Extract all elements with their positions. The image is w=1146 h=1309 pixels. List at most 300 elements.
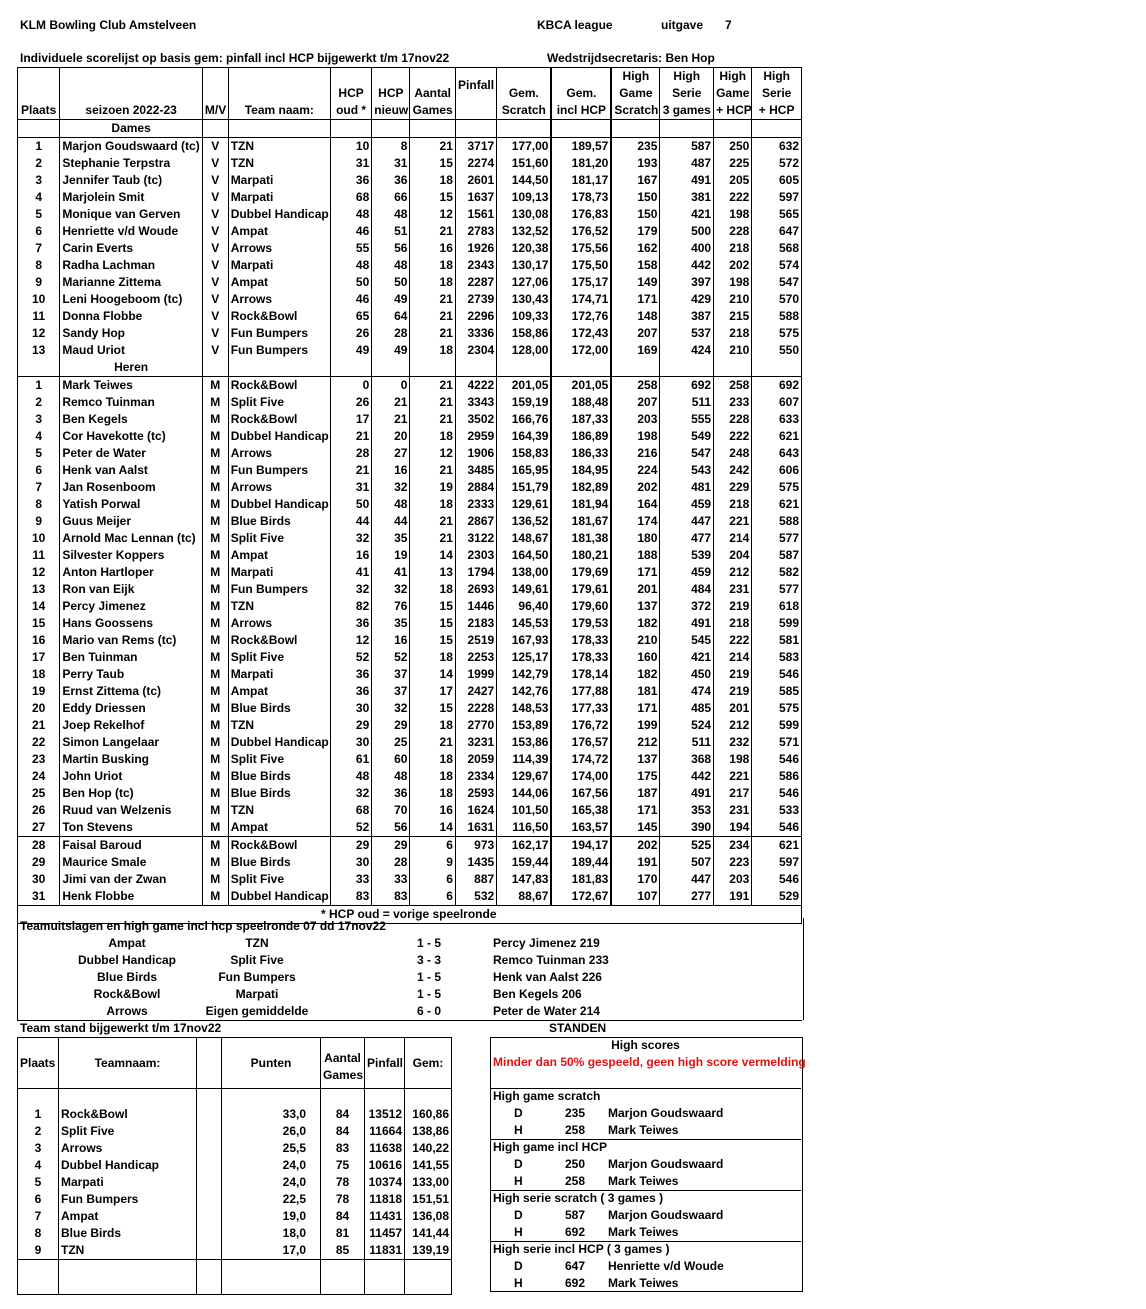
standings-col-gem: Gem: — [405, 1038, 452, 1089]
uitgave-number: 7 — [725, 18, 732, 32]
high-score-gender: H — [514, 1174, 523, 1188]
standing-cell: 85 — [321, 1242, 365, 1260]
standing-cell: 138,86 — [405, 1123, 452, 1140]
cell-hs-3: 481 — [660, 479, 714, 496]
cell-gem-hcp: 175,50 — [551, 257, 611, 274]
cell-hs-hcp: 599 — [752, 615, 802, 632]
cell-hg-scratch: 258 — [611, 377, 660, 395]
cell-gem-scratch: 88,67 — [497, 888, 552, 906]
cell-plaats: 8 — [18, 257, 60, 274]
cell-hg-hcp: 214 — [714, 649, 752, 666]
col-hs-3: High Serie 3 games — [660, 68, 714, 120]
cell-gem-scratch: 96,40 — [497, 598, 552, 615]
cell-pinfall: 2867 — [455, 513, 496, 530]
cell-hs-hcp: 568 — [752, 240, 802, 257]
standing-cell: Marpati — [59, 1174, 197, 1191]
cell-hg-hcp: 242 — [714, 462, 752, 479]
high-score-player: Mark Teiwes — [608, 1174, 679, 1188]
cell-plaats: 31 — [18, 888, 60, 906]
cell-pinfall: 2593 — [455, 785, 496, 802]
cell-hg-hcp: 229 — [714, 479, 752, 496]
cell-hs-3: 277 — [660, 888, 714, 906]
cell-mv: V — [202, 342, 228, 359]
cell-team: Split Five — [228, 751, 330, 768]
col-season: seizoen 2022-23 — [60, 68, 203, 120]
cell-hg-scratch: 199 — [611, 717, 660, 734]
cell-hg-scratch: 216 — [611, 445, 660, 462]
cell-pinfall: 1435 — [455, 854, 496, 871]
cell-pinfall: 2287 — [455, 274, 496, 291]
standing-cell: 141,55 — [405, 1157, 452, 1174]
cell-hs-3: 368 — [660, 751, 714, 768]
cell-team: Arrows — [228, 479, 330, 496]
high-score-gender: D — [514, 1259, 523, 1273]
cell-mv: M — [202, 819, 228, 837]
cell-hcp-nieuw: 48 — [372, 768, 410, 785]
cell-hcp-nieuw: 19 — [372, 547, 410, 564]
cell-mv: V — [202, 291, 228, 308]
cell-gem-hcp: 176,83 — [551, 206, 611, 223]
cell-hs-3: 539 — [660, 547, 714, 564]
cell-mv: V — [202, 189, 228, 206]
player-row — [18, 734, 802, 751]
cell-hcp-nieuw: 48 — [372, 206, 410, 223]
standing-cell: 11664 — [365, 1123, 405, 1140]
cell-hg-hcp: 198 — [714, 274, 752, 291]
cell-aantal: 21 — [410, 325, 455, 342]
cell-gem-scratch: 114,39 — [497, 751, 552, 768]
cell-name: John Uriot — [60, 768, 203, 785]
cell-team: Ampat — [228, 683, 330, 700]
cell-pinfall: 1906 — [455, 445, 496, 462]
cell-hcp-nieuw: 21 — [372, 411, 410, 428]
cell-pinfall: 2783 — [455, 223, 496, 240]
cell-hg-scratch: 235 — [611, 138, 660, 156]
result-home-team: Dubbel Handicap — [77, 953, 176, 967]
cell-hs-3: 511 — [660, 394, 714, 411]
cell-plaats: 11 — [18, 547, 60, 564]
cell-pinfall: 1446 — [455, 598, 496, 615]
cell-hs-3: 424 — [660, 342, 714, 359]
cell-hcp-nieuw: 37 — [372, 666, 410, 683]
high-score-player: Marjon Goudswaard — [608, 1157, 724, 1171]
cell-hs-3: 442 — [660, 768, 714, 785]
cell-aantal: 21 — [410, 291, 455, 308]
cell-name: Ron van Eijk — [60, 581, 203, 598]
high-score-score: 250 — [564, 1157, 586, 1171]
cell-gem-hcp: 181,83 — [551, 871, 611, 888]
cell-plaats: 17 — [18, 649, 60, 666]
cell-hcp-oud: 83 — [330, 888, 371, 906]
cell-hcp-oud: 33 — [330, 871, 371, 888]
player-row — [18, 888, 802, 906]
standing-cell: 25,5 — [222, 1140, 321, 1157]
standing-cell: Ampat — [59, 1208, 197, 1225]
high-score-player: Mark Teiwes — [608, 1123, 679, 1137]
cell-pinfall: 1631 — [455, 819, 496, 837]
player-row — [18, 257, 802, 274]
cell-hg-hcp: 221 — [714, 513, 752, 530]
cell-aantal: 18 — [410, 274, 455, 291]
high-scores-title: High scores — [611, 1038, 680, 1052]
standing-cell: 19,0 — [222, 1208, 321, 1225]
col-hcp-nieuw: HCP nieuw — [372, 68, 410, 120]
cell-hg-hcp: 232 — [714, 734, 752, 751]
cell-gem-scratch: 120,38 — [497, 240, 552, 257]
cell-hcp-nieuw: 32 — [372, 479, 410, 496]
cell-hg-scratch: 160 — [611, 649, 660, 666]
standing-cell: 1 — [18, 1106, 59, 1123]
cell-gem-scratch: 149,61 — [497, 581, 552, 598]
cell-name: Percy Jimenez — [60, 598, 203, 615]
cell-aantal: 18 — [410, 428, 455, 445]
standing-cell: 84 — [321, 1123, 365, 1140]
cell-gem-scratch: 158,86 — [497, 325, 552, 342]
cell-aantal: 21 — [410, 530, 455, 547]
cell-plaats: 8 — [18, 496, 60, 513]
cell-hs-hcp: 621 — [752, 428, 802, 445]
cell-gem-hcp: 174,71 — [551, 291, 611, 308]
cell-hs-3: 381 — [660, 189, 714, 206]
cell-hs-hcp: 575 — [752, 700, 802, 717]
cell-hcp-oud: 32 — [330, 581, 371, 598]
cell-gem-hcp: 201,05 — [551, 377, 611, 395]
cell-hcp-oud: 16 — [330, 547, 371, 564]
high-score-gender: H — [514, 1225, 523, 1239]
player-row — [18, 581, 802, 598]
cell-hs-hcp: 633 — [752, 411, 802, 428]
standing-cell: 133,00 — [405, 1174, 452, 1191]
cell-aantal: 15 — [410, 189, 455, 206]
standing-cell: 8 — [18, 1225, 59, 1242]
cell-hs-3: 491 — [660, 785, 714, 802]
standing-cell: 9 — [18, 1242, 59, 1260]
cell-plaats: 1 — [18, 377, 60, 395]
high-score-gender: H — [514, 1276, 523, 1290]
cell-gem-hcp: 178,33 — [551, 649, 611, 666]
cell-hcp-oud: 48 — [330, 206, 371, 223]
cell-gem-scratch: 132,52 — [497, 223, 552, 240]
cell-name: Leni Hoogeboom (tc) — [60, 291, 203, 308]
cell-hcp-nieuw: 32 — [372, 581, 410, 598]
player-row — [18, 155, 802, 172]
cell-gem-scratch: 164,39 — [497, 428, 552, 445]
cell-hs-hcp: 586 — [752, 768, 802, 785]
cell-hcp-oud: 30 — [330, 734, 371, 751]
result-home-team: Rock&Bowl — [93, 987, 161, 1001]
cell-aantal: 13 — [410, 564, 455, 581]
cell-plaats: 5 — [18, 445, 60, 462]
cell-hs-hcp: 621 — [752, 837, 802, 855]
cell-mv: V — [202, 257, 228, 274]
cell-plaats: 22 — [18, 734, 60, 751]
cell-pinfall: 973 — [455, 837, 496, 855]
cell-name: Henriette v/d Woude — [60, 223, 203, 240]
player-row — [18, 325, 802, 342]
cell-pinfall: 3336 — [455, 325, 496, 342]
cell-plaats: 1 — [18, 138, 60, 156]
cell-hcp-oud: 68 — [330, 189, 371, 206]
standing-cell: 78 — [321, 1174, 365, 1191]
cell-hcp-oud: 32 — [330, 530, 371, 547]
col-pinfall: Pinfall — [455, 68, 496, 120]
cell-aantal: 18 — [410, 768, 455, 785]
cell-hg-hcp: 194 — [714, 819, 752, 837]
standing-cell: 17,0 — [222, 1242, 321, 1260]
cell-gem-scratch: 153,86 — [497, 734, 552, 751]
cell-gem-hcp: 178,14 — [551, 666, 611, 683]
cell-gem-hcp: 186,89 — [551, 428, 611, 445]
cell-hcp-oud: 28 — [330, 445, 371, 462]
cell-hg-scratch: 201 — [611, 581, 660, 598]
cell-hcp-oud: 46 — [330, 223, 371, 240]
standing-cell: 11818 — [365, 1191, 405, 1208]
cell-hg-hcp: 215 — [714, 308, 752, 325]
cell-gem-hcp: 178,73 — [551, 189, 611, 206]
cell-hg-scratch: 170 — [611, 871, 660, 888]
cell-hcp-nieuw: 29 — [372, 837, 410, 855]
cell-hg-hcp: 191 — [714, 888, 752, 906]
cell-plaats: 2 — [18, 155, 60, 172]
player-row — [18, 717, 802, 734]
cell-plaats: 16 — [18, 632, 60, 649]
cell-mv: V — [202, 206, 228, 223]
cell-pinfall: 1637 — [455, 189, 496, 206]
cell-hs-hcp: 571 — [752, 734, 802, 751]
cell-mv: M — [202, 854, 228, 871]
player-row — [18, 768, 802, 785]
cell-name: Donna Flobbe — [60, 308, 203, 325]
cell-name: Sandy Hop — [60, 325, 203, 342]
cell-hs-3: 484 — [660, 581, 714, 598]
result-home-team: Ampat — [108, 936, 146, 950]
standing-cell: Fun Bumpers — [59, 1191, 197, 1208]
standing-cell: Rock&Bowl — [59, 1106, 197, 1123]
cell-hcp-nieuw: 56 — [372, 819, 410, 837]
cell-hs-hcp: 572 — [752, 155, 802, 172]
cell-gem-hcp: 163,57 — [551, 819, 611, 837]
cell-team: Rock&Bowl — [228, 837, 330, 855]
cell-pinfall: 2274 — [455, 155, 496, 172]
cell-mv: M — [202, 513, 228, 530]
cell-name: Henk Flobbe — [60, 888, 203, 906]
cell-aantal: 12 — [410, 206, 455, 223]
cell-plaats: 4 — [18, 428, 60, 445]
cell-hcp-nieuw: 33 — [372, 871, 410, 888]
cell-hg-scratch: 167 — [611, 172, 660, 189]
cell-team: Dubbel Handicap — [228, 888, 330, 906]
col-gem-hcp: Gem. incl HCP — [551, 68, 611, 120]
cell-hs-3: 474 — [660, 683, 714, 700]
cell-aantal: 21 — [410, 308, 455, 325]
cell-hs-hcp: 599 — [752, 717, 802, 734]
cell-hs-3: 397 — [660, 274, 714, 291]
cell-aantal: 18 — [410, 496, 455, 513]
cell-hs-hcp: 597 — [752, 854, 802, 871]
cell-mv: M — [202, 785, 228, 802]
cell-hcp-nieuw: 16 — [372, 632, 410, 649]
player-row — [18, 819, 802, 837]
cell-hs-3: 487 — [660, 155, 714, 172]
cell-hs-3: 692 — [660, 377, 714, 395]
cell-name: Radha Lachman — [60, 257, 203, 274]
player-row — [18, 496, 802, 513]
result-score: 1 - 5 — [416, 936, 441, 950]
cell-gem-scratch: 144,06 — [497, 785, 552, 802]
cell-gem-hcp: 172,00 — [551, 342, 611, 359]
cell-plaats: 24 — [18, 768, 60, 785]
cell-plaats: 23 — [18, 751, 60, 768]
cell-mv: M — [202, 615, 228, 632]
high-score-score: 647 — [564, 1259, 586, 1273]
result-high-game: Ben Kegels 206 — [493, 987, 582, 1001]
cell-pinfall: 1926 — [455, 240, 496, 257]
cell-gem-scratch: 130,17 — [497, 257, 552, 274]
cell-aantal: 15 — [410, 155, 455, 172]
cell-hs-3: 390 — [660, 819, 714, 837]
cell-name: Faisal Baroud — [60, 837, 203, 855]
result-high-game: Peter de Water 214 — [493, 1004, 600, 1018]
standing-cell: Dubbel Handicap — [59, 1157, 197, 1174]
cell-aantal: 21 — [410, 411, 455, 428]
cell-mv: V — [202, 240, 228, 257]
cell-hs-hcp: 607 — [752, 394, 802, 411]
cell-aantal: 12 — [410, 445, 455, 462]
cell-plaats: 2 — [18, 394, 60, 411]
cell-hs-hcp: 574 — [752, 257, 802, 274]
cell-hs-3: 421 — [660, 649, 714, 666]
cell-hs-hcp: 547 — [752, 274, 802, 291]
player-row — [18, 530, 802, 547]
cell-hg-scratch: 175 — [611, 768, 660, 785]
cell-hg-hcp: 223 — [714, 854, 752, 871]
player-row — [18, 138, 802, 156]
cell-hg-hcp: 218 — [714, 325, 752, 342]
cell-name: Ben Tuinman — [60, 649, 203, 666]
cell-team: Fun Bumpers — [228, 581, 330, 598]
cell-mv: M — [202, 394, 228, 411]
cell-hcp-oud: 17 — [330, 411, 371, 428]
cell-plaats: 21 — [18, 717, 60, 734]
standing-row — [18, 1157, 492, 1174]
cell-gem-hcp: 180,21 — [551, 547, 611, 564]
cell-mv: M — [202, 649, 228, 666]
cell-gem-scratch: 166,76 — [497, 411, 552, 428]
cell-hcp-oud: 26 — [330, 325, 371, 342]
cell-hg-scratch: 137 — [611, 598, 660, 615]
cell-hs-hcp: 587 — [752, 547, 802, 564]
result-away-team: TZN — [245, 936, 269, 950]
cell-aantal: 6 — [410, 888, 455, 906]
cell-gem-scratch: 201,05 — [497, 377, 552, 395]
cell-hg-hcp: 228 — [714, 223, 752, 240]
cell-gem-scratch: 151,60 — [497, 155, 552, 172]
cell-hs-3: 459 — [660, 564, 714, 581]
cell-hs-3: 477 — [660, 530, 714, 547]
cell-gem-scratch: 128,00 — [497, 342, 552, 359]
cell-hg-hcp: 218 — [714, 615, 752, 632]
col-hg-hcp: High Game + HCP — [714, 68, 752, 120]
cell-mv: V — [202, 308, 228, 325]
cell-hcp-oud: 52 — [330, 649, 371, 666]
cell-name: Marianne Zittema — [60, 274, 203, 291]
cell-hs-3: 429 — [660, 291, 714, 308]
cell-hs-3: 442 — [660, 257, 714, 274]
cell-gem-scratch: 127,06 — [497, 274, 552, 291]
cell-hg-scratch: 171 — [611, 802, 660, 819]
cell-hcp-oud: 49 — [330, 342, 371, 359]
cell-hg-scratch: 171 — [611, 700, 660, 717]
cell-team: Ampat — [228, 223, 330, 240]
uitgave-label: uitgave — [661, 18, 704, 32]
cell-gem-hcp: 177,88 — [551, 683, 611, 700]
cell-mv: M — [202, 496, 228, 513]
cell-hg-scratch: 107 — [611, 888, 660, 906]
cell-hs-3: 537 — [660, 325, 714, 342]
cell-name: Ruud van Welzenis — [60, 802, 203, 819]
result-away-team: Marpati — [235, 987, 279, 1001]
cell-hcp-oud: 50 — [330, 274, 371, 291]
cell-gem-hcp: 189,44 — [551, 854, 611, 871]
cell-hcp-oud: 36 — [330, 683, 371, 700]
cell-pinfall: 3231 — [455, 734, 496, 751]
cell-pinfall: 2333 — [455, 496, 496, 513]
cell-team: TZN — [228, 598, 330, 615]
cell-hcp-nieuw: 66 — [372, 189, 410, 206]
cell-hg-hcp: 222 — [714, 189, 752, 206]
standing-row — [18, 1123, 492, 1140]
player-row — [18, 479, 802, 496]
cell-hg-scratch: 202 — [611, 837, 660, 855]
cell-hcp-oud: 36 — [330, 172, 371, 189]
cell-mv: M — [202, 802, 228, 819]
standing-cell: 160,86 — [405, 1106, 452, 1123]
cell-name: Carin Everts — [60, 240, 203, 257]
cell-mv: M — [202, 428, 228, 445]
cell-pinfall: 2334 — [455, 768, 496, 785]
cell-hs-hcp: 588 — [752, 513, 802, 530]
cell-team: Blue Birds — [228, 700, 330, 717]
cell-hg-scratch: 145 — [611, 819, 660, 837]
cell-hg-hcp: 231 — [714, 581, 752, 598]
cell-mv: V — [202, 155, 228, 172]
cell-hg-hcp: 225 — [714, 155, 752, 172]
cell-aantal: 18 — [410, 172, 455, 189]
cell-team: Blue Birds — [228, 768, 330, 785]
cell-plaats: 18 — [18, 666, 60, 683]
cell-hcp-nieuw: 25 — [372, 734, 410, 751]
cell-gem-scratch: 130,08 — [497, 206, 552, 223]
cell-hcp-oud: 30 — [330, 700, 371, 717]
cell-hcp-oud: 32 — [330, 785, 371, 802]
standing-cell: 10616 — [365, 1157, 405, 1174]
cell-hs-3: 447 — [660, 871, 714, 888]
cell-hcp-oud: 61 — [330, 751, 371, 768]
cell-aantal: 15 — [410, 598, 455, 615]
cell-hs-hcp: 529 — [752, 888, 802, 906]
cell-team: Blue Birds — [228, 854, 330, 871]
standing-row — [18, 1106, 492, 1123]
cell-hg-hcp: 248 — [714, 445, 752, 462]
player-row — [18, 274, 802, 291]
cell-pinfall: 2183 — [455, 615, 496, 632]
cell-plaats: 10 — [18, 291, 60, 308]
cell-hs-hcp: 618 — [752, 598, 802, 615]
cell-plaats: 19 — [18, 683, 60, 700]
cell-hg-scratch: 191 — [611, 854, 660, 871]
standing-cell: 11457 — [365, 1225, 405, 1242]
cell-gem-scratch: 177,00 — [497, 138, 552, 156]
